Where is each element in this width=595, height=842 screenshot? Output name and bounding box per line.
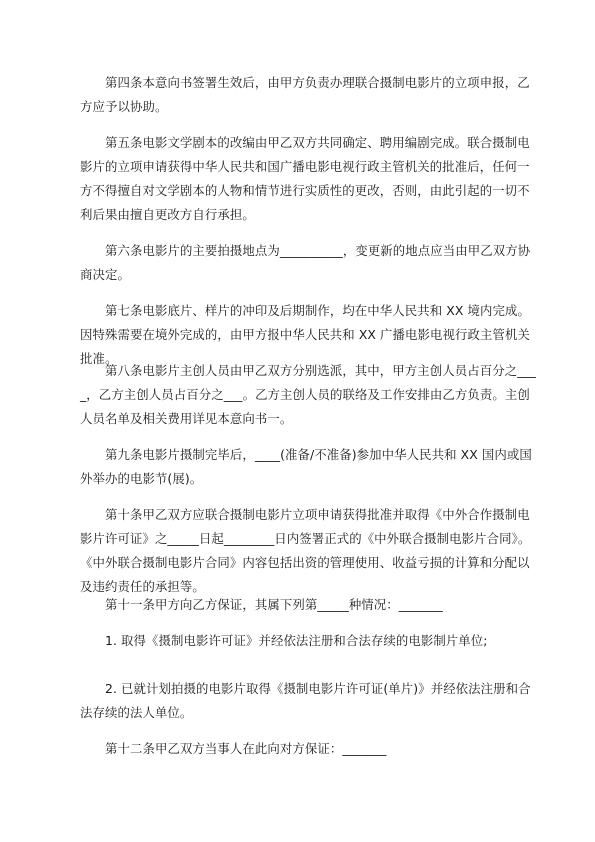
article-12-paragraph: 第十二条甲乙双方当事人在此向对方保证：_______ <box>105 741 387 756</box>
article-4-paragraph: 第四条本意向书签署生效后，由甲方负责办理联合摄制电影片的立项申报，乙方应予以协助。 <box>80 75 530 114</box>
article-11-item-2: 2. 已就计划拍摄的电影片取得《摄制电影片许可证(单片)》并经依法注册和合法存续的法人单位。 <box>80 681 531 720</box>
article-5-paragraph: 第五条电影文学剧本的改编由甲乙双方共同确定、聘用编剧完成。联合摄制电影片的立项申请获得中华人民共和国广播电影电视行政主管机关的批准后，任何一方不得擅自对文学剧本的人物和情节进行实质性的更改，否则，由此引起的一切不利后果由擅自更改方自行承担。 <box>80 135 530 222</box>
article-6-paragraph: 第六条电影片的主要拍摄地点为__________，变更新的地点应当由甲乙双方协商决定。 <box>80 243 531 282</box>
article-7-paragraph: 第七条电影底片、样片的冲印及后期制作，均在中华人民共和 XX 境内完成。因特殊需要在境外完成的，由甲方报中华人民共和 XX 广播电影电视行政主管机关批准。 <box>80 303 530 366</box>
article-9-paragraph: 第九条电影片摄制完毕后，____(准备/不准备)参加中华人民共和 XX 国内或国外举办的电影节(展)。 <box>80 447 532 486</box>
article-11-paragraph: 第十一条甲方向乙方保证，其属下列第_____种情况：_______ <box>105 597 443 612</box>
article-8-paragraph: 第八条电影片主创人员由甲乙双方分别选派，其中，甲方主创人员占百分之____，乙方主创人员占百分之___。乙方主创人员的联络及工作安排由乙方负责。主创人员名单及相关费用详见本意向书一。 <box>80 363 537 426</box>
article-11-item-1: 1. 取得《摄制电影许可证》并经依法注册和合法存续的电影制片单位; <box>105 633 488 648</box>
article-10-paragraph: 第十条甲乙双方应联合摄制电影片立项申请获得批准并取得《中外合作摄制电影片许可证》之_____日起________日内签署正式的《中外联合摄制电影片合同》。《中外联合摄制电影片合同》内容包括出资的管理使用、收益亏损的计算和分配以及违约责任的承担等。 <box>80 507 531 594</box>
